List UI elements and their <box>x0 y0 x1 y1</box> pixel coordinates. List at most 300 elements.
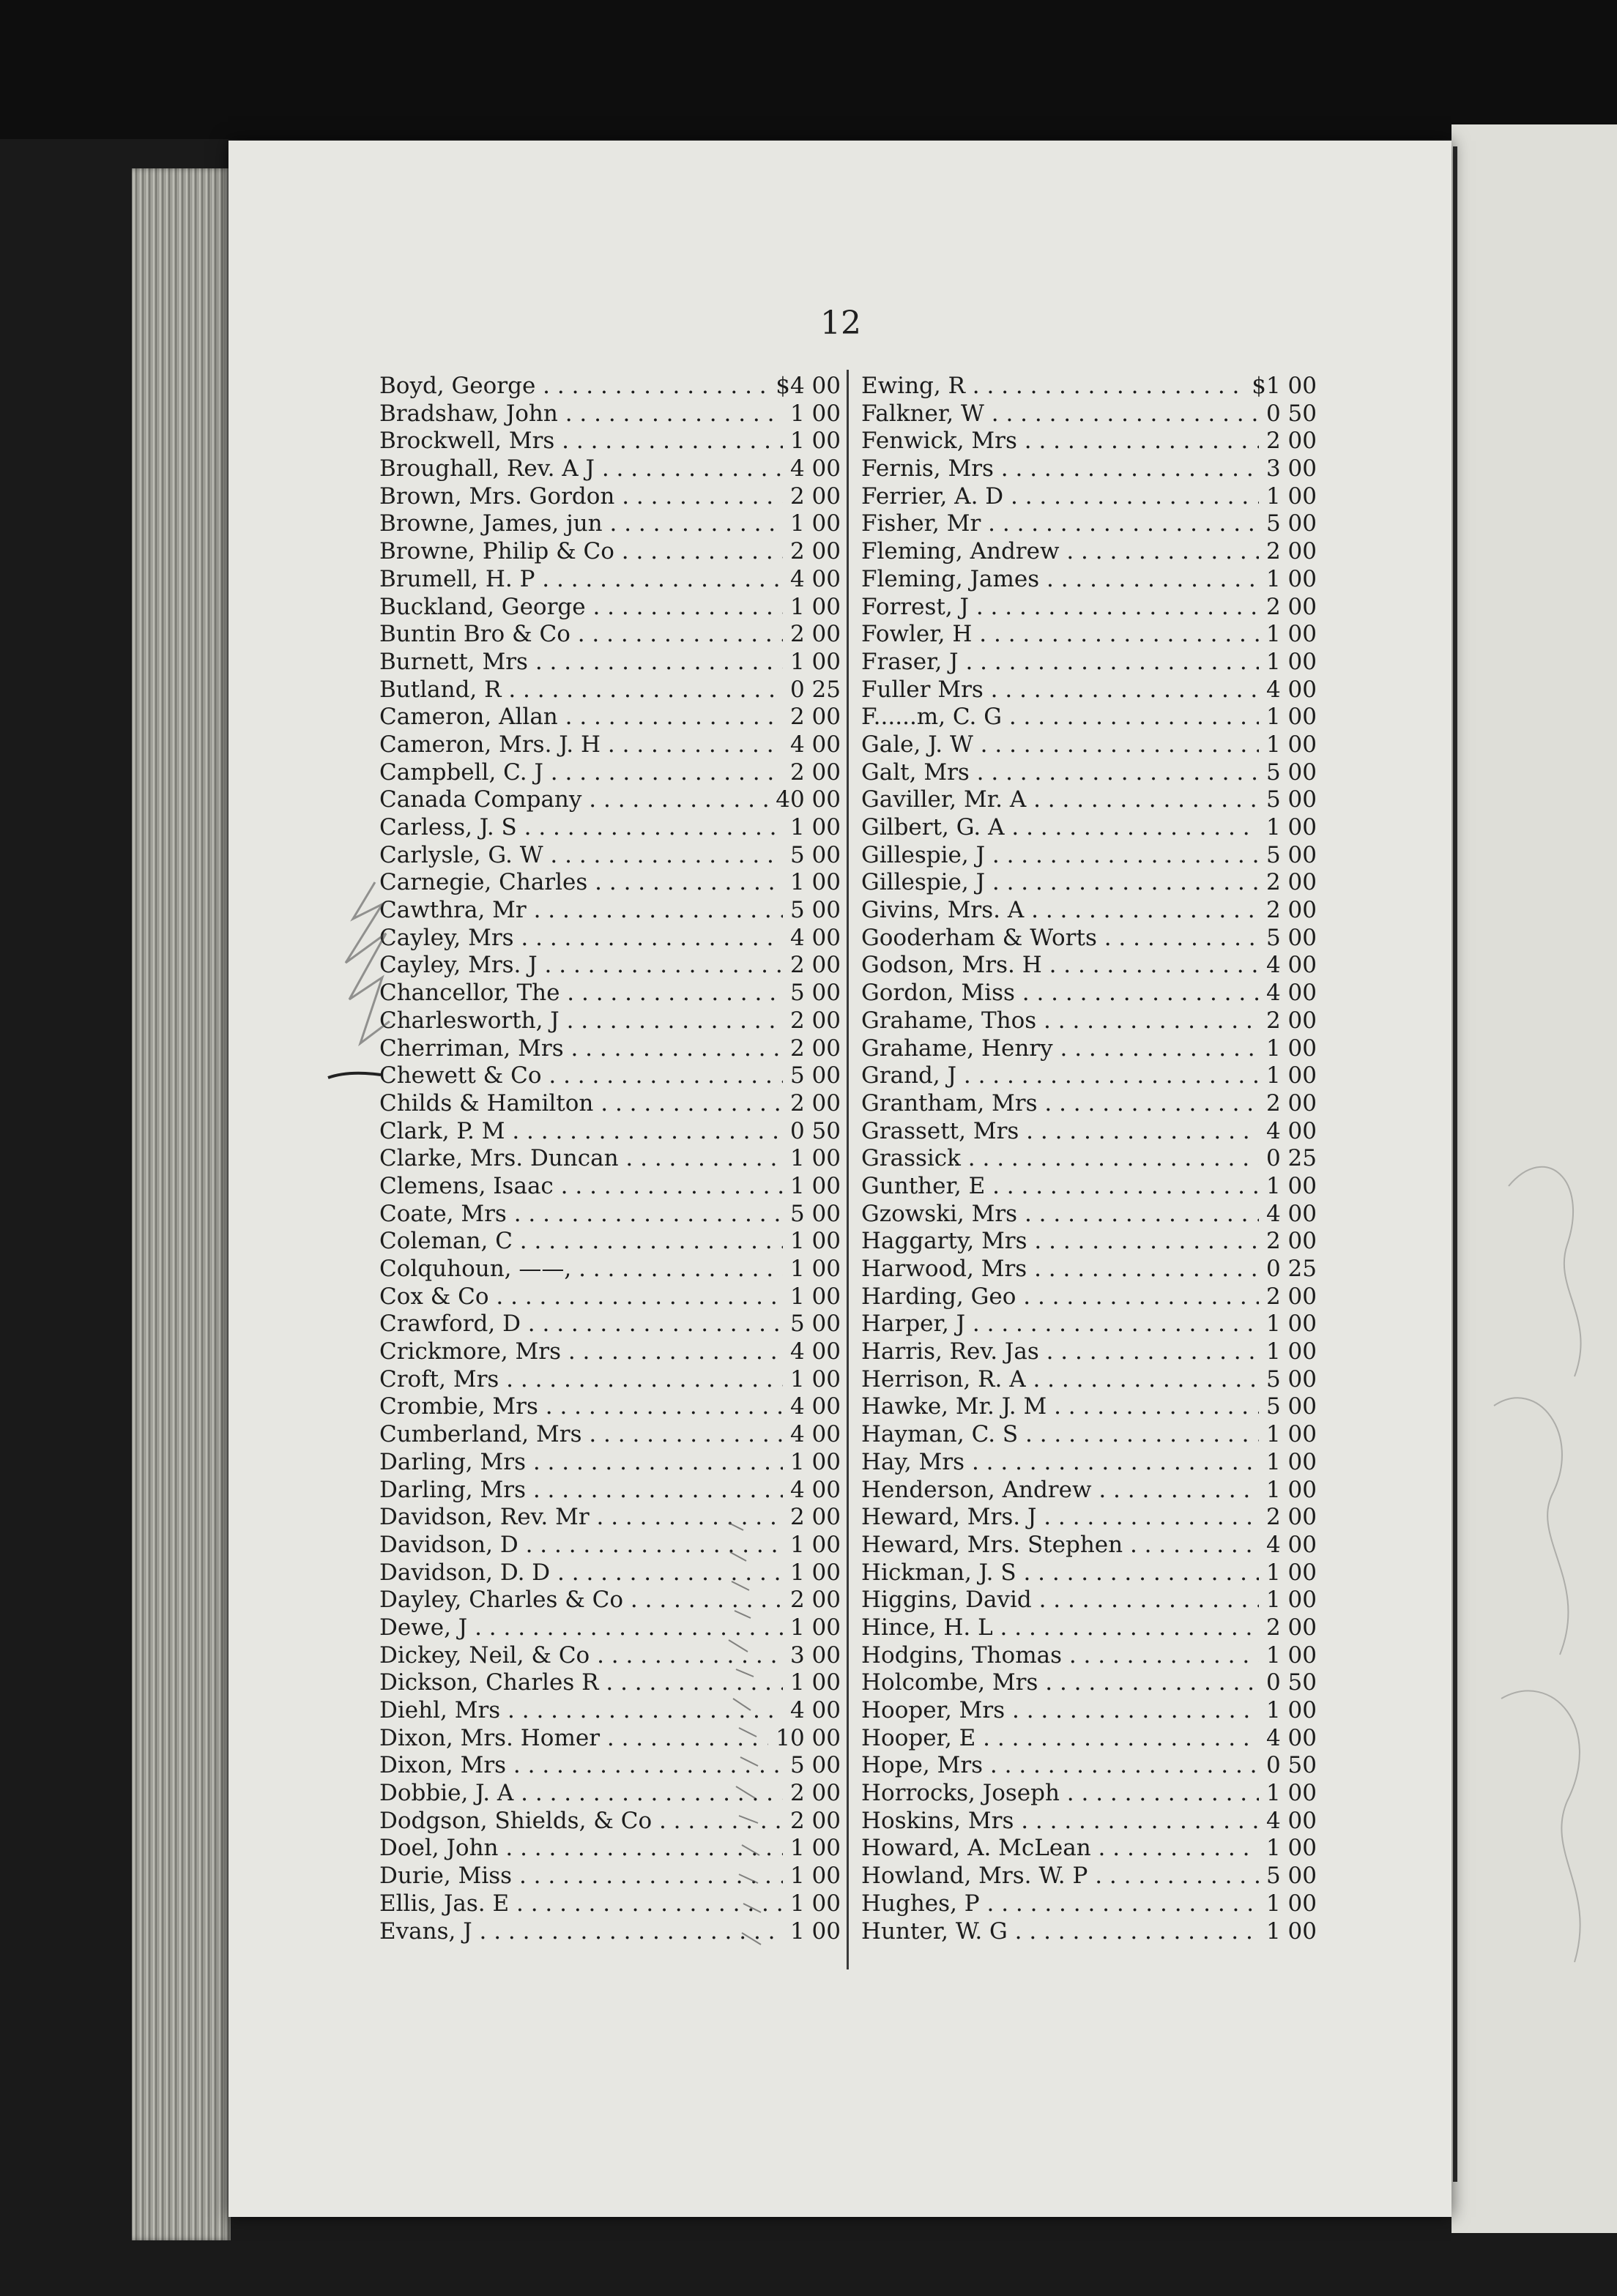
subscriber-row <box>861 1780 1317 1808</box>
subscriber-row <box>379 842 841 870</box>
subscription-amount: 1 00 <box>1265 1917 1317 1945</box>
subscription-amount: 0 25 <box>789 676 841 703</box>
subscription-amount: 2 00 <box>1265 1283 1317 1310</box>
subscriber-row <box>379 869 841 897</box>
subscriber-name: Hayman, C. S . . . <box>861 1421 1259 1449</box>
subscriber-name: Horrocks, Joseph . . . <box>861 1780 1259 1808</box>
subscriber-name: Cherriman, Mrs . . . <box>379 1035 783 1063</box>
subscription-amount: 5 00 <box>1265 841 1317 868</box>
subscriber-name: Howland, Mrs. W. P . . . <box>861 1863 1259 1890</box>
subscriber-name: Hooper, Mrs . . . <box>861 1697 1259 1725</box>
subscriber-name: Hooper, E . . . <box>861 1725 1259 1753</box>
subscription-amount: 1 00 <box>1265 621 1317 648</box>
subscriber-name: Forrest, J . . . <box>861 594 1259 622</box>
subscriber-name: Gooderham & Worts . . . <box>861 925 1259 953</box>
subscriber-row <box>379 538 841 566</box>
subscription-amount: 1 00 <box>1265 482 1317 510</box>
subscriber-name: Grand, J . . . <box>861 1062 1259 1090</box>
pencil-scribble-mark <box>331 875 397 1065</box>
subscriber-name: Grantham, Mrs . . . <box>861 1090 1259 1118</box>
subscriber-name: Gordon, Miss . . . <box>861 980 1259 1007</box>
subscription-amount: 2 00 <box>789 1504 841 1531</box>
subscriber-name: Fisher, Mr . . . <box>861 510 1259 538</box>
subscriber-row <box>861 649 1317 676</box>
subscriber-name: Browne, James, jun . . . <box>379 510 783 538</box>
subscription-amount: 4 00 <box>789 731 841 758</box>
subscription-amount: 1 00 <box>1265 1890 1317 1917</box>
subscription-amount: 5 00 <box>1265 924 1317 951</box>
subscriber-name: Carless, J. S . . . <box>379 814 783 842</box>
subscription-amount: 5 00 <box>789 841 841 868</box>
subscriber-row <box>861 980 1317 1007</box>
subscription-amount: 1 00 <box>789 1863 841 1890</box>
subscriber-row <box>379 814 841 842</box>
subscription-amount: 2 00 <box>789 1089 841 1117</box>
subscription-amount: 2 00 <box>789 482 841 510</box>
subscriber-name: Childs & Hamilton . . . <box>379 1090 783 1118</box>
subscriber-row <box>861 1201 1317 1229</box>
subscriber-row <box>861 455 1317 483</box>
subscriber-row <box>379 1311 841 1338</box>
subscription-amount: 2 00 <box>1265 428 1317 455</box>
subscriber-name: Grahame, Thos . . . <box>861 1007 1259 1035</box>
subscriber-row <box>861 842 1317 870</box>
subscriber-row <box>379 1256 841 1283</box>
subscriber-name: Heward, Mrs. Stephen . . . <box>861 1532 1259 1559</box>
subscription-amount: 0 50 <box>1265 1669 1317 1696</box>
subscriber-row <box>379 621 841 649</box>
subscriber-row <box>379 1201 841 1229</box>
subscriber-name: Davidson, D . . . <box>379 1532 783 1559</box>
subscription-amount: 4 00 <box>1265 1200 1317 1227</box>
subscription-amount: 1 00 <box>789 1835 841 1862</box>
subscription-amount: 1 00 <box>789 1448 841 1475</box>
subscriber-name: Hoskins, Mrs . . . <box>861 1808 1259 1835</box>
subscriber-list-right <box>861 373 1317 1945</box>
subscriber-row <box>861 1863 1317 1890</box>
subscriber-name: Henderson, Andrew . . . <box>861 1477 1259 1505</box>
subscriber-name: Doel, John . . . <box>379 1835 783 1863</box>
subscriber-row <box>861 731 1317 759</box>
subscription-amount: 5 00 <box>789 980 841 1007</box>
subscriber-row <box>861 1725 1317 1753</box>
subscriber-row <box>861 1173 1317 1201</box>
subscription-amount: 0 50 <box>1265 1752 1317 1779</box>
subscriber-name: Grahame, Henry . . . <box>861 1035 1259 1063</box>
subscription-amount: 4 00 <box>789 455 841 482</box>
subscriber-name: Darling, Mrs . . . <box>379 1477 783 1505</box>
subscriber-row <box>861 952 1317 980</box>
subscriber-name: Gale, J. W . . . <box>861 731 1259 759</box>
subscriber-name: Heward, Mrs. J . . . <box>861 1504 1259 1532</box>
subscriber-name: Howard, A. McLean . . . <box>861 1835 1259 1863</box>
subscription-amount: 1 00 <box>789 1890 841 1917</box>
subscriber-name: Brumell, H. P . . . <box>379 566 783 594</box>
subscription-amount: 5 00 <box>789 1200 841 1227</box>
subscriber-row <box>861 786 1317 814</box>
subscriber-name: Hunter, W. G . . . <box>861 1918 1259 1946</box>
subscriber-row <box>379 1090 841 1118</box>
subscription-amount: 1 00 <box>1265 1035 1317 1062</box>
subscription-amount: 2 00 <box>789 621 841 648</box>
subscription-amount: 1 00 <box>789 648 841 675</box>
subscription-amount: 1 00 <box>789 1172 841 1199</box>
subscriber-row <box>861 1642 1317 1670</box>
subscriber-name: Crombie, Mrs . . . <box>379 1393 783 1421</box>
subscriber-name: Crawford, D . . . <box>379 1311 783 1338</box>
subscription-amount: 1 00 <box>1265 731 1317 758</box>
subscription-amount: 4 00 <box>1265 676 1317 703</box>
subscriber-row <box>379 1007 841 1035</box>
subscriber-name: Chewett & Co . . . <box>379 1062 783 1090</box>
subscriber-row <box>861 1007 1317 1035</box>
column-divider <box>847 370 849 1969</box>
subscription-amount: 4 00 <box>1265 1117 1317 1144</box>
subscriber-row <box>861 676 1317 704</box>
subscription-amount: 2 00 <box>789 704 841 731</box>
subscriber-name: Cayley, Mrs . . . <box>379 925 783 953</box>
subscriber-row <box>861 566 1317 594</box>
subscriber-name: Davidson, Rev. Mr . . . <box>379 1504 783 1532</box>
subscription-amount: 5 00 <box>1265 1393 1317 1420</box>
subscription-amount: 4 00 <box>789 565 841 592</box>
subscriber-name: Haggarty, Mrs . . . <box>861 1228 1259 1256</box>
subscription-amount: 2 00 <box>789 952 841 979</box>
subscription-amount: 2 00 <box>1265 1007 1317 1034</box>
book-page-edges <box>132 168 231 2240</box>
pencil-dash-mark <box>327 1070 382 1081</box>
subscriber-name: Coleman, C . . . <box>379 1228 783 1256</box>
subscriber-name: Ferrier, A. D . . . <box>861 483 1259 511</box>
subscriber-row <box>861 1890 1317 1918</box>
subscriber-name: Gzowski, Mrs . . . <box>861 1201 1259 1229</box>
subscription-amount: 1 00 <box>789 1283 841 1310</box>
subscription-amount: 1 00 <box>1265 565 1317 592</box>
subscriber-row <box>861 1283 1317 1311</box>
subscriber-name: Fuller Mrs . . . <box>861 676 1259 704</box>
subscriber-row <box>861 373 1317 400</box>
subscriber-row <box>379 510 841 538</box>
subscriber-row <box>861 897 1317 925</box>
subscriber-row <box>861 1449 1317 1477</box>
subscriber-name: Hawke, Mr. J. M . . . <box>861 1393 1259 1421</box>
subscriber-row <box>379 483 841 511</box>
subscription-amount: 1 00 <box>789 1614 841 1641</box>
subscriber-name: Ewing, R . . . <box>861 373 1244 400</box>
subscription-amount: 1 00 <box>789 1559 841 1586</box>
subscription-amount: 1 00 <box>1265 1476 1317 1503</box>
subscriber-row <box>861 1532 1317 1559</box>
subscriber-row <box>861 1090 1317 1118</box>
subscriber-name: Cox & Co . . . <box>379 1283 783 1311</box>
subscription-amount: 1 00 <box>789 1145 841 1172</box>
subscription-amount: 1 00 <box>1265 1780 1317 1807</box>
subscriber-name: Croft, Mrs . . . <box>379 1366 783 1394</box>
subscriber-row <box>861 1697 1317 1725</box>
subscriber-row <box>861 538 1317 566</box>
subscriber-name: Herrison, R. A . . . <box>861 1366 1259 1394</box>
subscriber-name: Clarke, Mrs. Duncan . . . <box>379 1145 783 1173</box>
subscriber-row <box>861 1256 1317 1283</box>
subscriber-row <box>379 1283 841 1311</box>
subscription-amount: 2 00 <box>789 1035 841 1062</box>
subscriber-name: Dickson, Charles R . . . <box>379 1669 783 1697</box>
subscriber-name: Dixon, Mrs. Homer . . . <box>379 1725 768 1753</box>
subscription-amount: 4 00 <box>1265 980 1317 1007</box>
subscription-amount: 4 00 <box>789 1338 841 1365</box>
subscription-amount: 1 00 <box>789 869 841 896</box>
subscriber-name: Gilbert, G. A . . . <box>861 814 1259 842</box>
subscriber-row <box>379 1449 841 1477</box>
subscription-amount: 1 00 <box>1265 1587 1317 1614</box>
subscriber-name: Crickmore, Mrs . . . <box>379 1338 783 1366</box>
subscriber-row <box>379 704 841 731</box>
subscriber-name: Grassick . . . <box>861 1145 1259 1173</box>
subscriber-name: Charlesworth, J . . . <box>379 1007 783 1035</box>
subscriber-name: Fleming, James . . . <box>861 566 1259 594</box>
subscription-amount: 2 00 <box>789 1780 841 1807</box>
subscription-amount: 5 00 <box>1265 510 1317 537</box>
subscriber-name: Ellis, Jas. E . . . <box>379 1890 783 1918</box>
subscriber-row <box>379 676 841 704</box>
subscriber-row <box>861 428 1317 455</box>
subscriber-row <box>379 1338 841 1366</box>
subscription-amount: 1 00 <box>1265 1697 1317 1723</box>
subscriber-name: Hay, Mrs . . . <box>861 1449 1259 1477</box>
subscriber-row <box>379 1421 841 1449</box>
subscriber-name: Buckland, George . . . <box>379 594 783 622</box>
subscription-amount: $1 00 <box>1252 373 1317 399</box>
subscription-amount: 1 00 <box>789 510 841 537</box>
subscriber-row <box>861 1118 1317 1146</box>
subscription-amount: 2 00 <box>789 1807 841 1834</box>
subscription-amount: 5 00 <box>1265 1365 1317 1393</box>
subscription-amount: 2 00 <box>1265 593 1317 620</box>
subscriber-name: Coate, Mrs . . . <box>379 1201 783 1229</box>
subscription-amount: 5 00 <box>789 1752 841 1779</box>
subscription-amount: 1 00 <box>1265 1062 1317 1089</box>
subscription-amount: 5 00 <box>1265 786 1317 813</box>
subscriber-name: Galt, Mrs . . . <box>861 759 1259 787</box>
subscriber-name: Buntin Bro & Co . . . <box>379 621 783 649</box>
subscription-amount: 1 00 <box>789 1256 841 1282</box>
subscriber-name: F......m, C. G . . . <box>861 704 1259 731</box>
subscriber-name: Gillespie, J . . . <box>861 842 1259 870</box>
subscriber-name: Harding, Geo . . . <box>861 1283 1259 1311</box>
subscriber-name: Darling, Mrs . . . <box>379 1449 783 1477</box>
subscription-amount: 2 00 <box>1265 897 1317 924</box>
subscriber-name: Durie, Miss . . . <box>379 1863 783 1890</box>
subscriber-name: Chancellor, The . . . <box>379 980 783 1007</box>
subscriber-row <box>379 1035 841 1063</box>
subscriber-name: Brown, Mrs. Gordon . . . <box>379 483 783 511</box>
subscriber-row <box>861 594 1317 622</box>
subscriber-row <box>861 814 1317 842</box>
subscriber-row <box>861 1421 1317 1449</box>
subscriber-name: Dayley, Charles & Co . . . <box>379 1587 783 1614</box>
subscriber-name: Carlysle, G. W . . . <box>379 842 783 870</box>
subscription-amount: 1 00 <box>789 1917 841 1945</box>
subscription-amount: 1 00 <box>789 1365 841 1393</box>
subscription-amount: 2 00 <box>1265 1504 1317 1531</box>
subscriber-row <box>861 1614 1317 1642</box>
subscriber-name: Harris, Rev. Jas . . . <box>861 1338 1259 1366</box>
subscription-amount: 1 00 <box>1265 1172 1317 1199</box>
subscriber-name: Cawthra, Mr . . . <box>379 897 783 925</box>
subscriber-name: Cameron, Allan . . . <box>379 704 783 731</box>
subscriber-name: Carnegie, Charles . . . <box>379 869 783 897</box>
subscriber-name: Fowler, H . . . <box>861 621 1259 649</box>
subscriber-row <box>379 925 841 953</box>
subscription-amount: 5 00 <box>1265 1863 1317 1890</box>
subscriber-row <box>379 759 841 787</box>
subscriber-name: Grassett, Mrs . . . <box>861 1118 1259 1146</box>
subscription-amount: 1 00 <box>1265 1421 1317 1448</box>
subscription-amount: 0 50 <box>789 1117 841 1144</box>
subscriber-row <box>379 1228 841 1256</box>
subscription-amount: 2 00 <box>1265 1228 1317 1255</box>
subscription-amount: 2 00 <box>789 538 841 565</box>
subscriber-row <box>861 925 1317 953</box>
subscription-amount: 2 00 <box>789 1007 841 1034</box>
subscriber-name: Diehl, Mrs . . . <box>379 1697 783 1725</box>
subscriber-name: Clemens, Isaac . . . <box>379 1173 783 1201</box>
subscriber-name: Burnett, Mrs . . . <box>379 649 783 676</box>
subscriber-row <box>861 1559 1317 1587</box>
subscriber-row <box>379 400 841 428</box>
subscriber-name: Butland, R . . . <box>379 676 783 704</box>
subscriber-name: Broughall, Rev. A J . . . <box>379 455 783 483</box>
subscriber-name: Harper, J . . . <box>861 1311 1259 1338</box>
subscription-amount: 4 00 <box>789 924 841 951</box>
subscription-amount: 2 00 <box>789 758 841 786</box>
subscriber-row <box>861 869 1317 897</box>
subscriber-name: Hickman, J. S . . . <box>861 1559 1259 1587</box>
subscription-amount: 1 00 <box>1265 1559 1317 1586</box>
subscriber-name: Cameron, Mrs. J. H . . . <box>379 731 783 759</box>
subscriber-row <box>861 400 1317 428</box>
subscriber-row <box>861 510 1317 538</box>
subscriber-row <box>861 1393 1317 1421</box>
subscriber-row <box>379 1145 841 1173</box>
subscriber-row <box>861 483 1317 511</box>
subscriber-name: Evans, J . . . <box>379 1918 783 1946</box>
subscription-amount: 0 25 <box>1265 1145 1317 1172</box>
subscriber-row <box>379 594 841 622</box>
subscriber-name: Hodgins, Thomas . . . <box>861 1642 1259 1670</box>
subscription-amount: 3 00 <box>1265 455 1317 482</box>
subscriber-row <box>861 759 1317 787</box>
subscriber-name: Dodgson, Shields, & Co . . . <box>379 1808 783 1835</box>
subscriber-row <box>861 1338 1317 1366</box>
subscriber-name: Brockwell, Mrs . . . <box>379 428 783 455</box>
subscription-amount: 2 00 <box>1265 538 1317 565</box>
subscriber-name: Dewe, J . . . <box>379 1614 783 1642</box>
subscription-amount: 3 00 <box>789 1641 841 1669</box>
subscription-amount: 2 00 <box>1265 869 1317 896</box>
subscriber-row <box>861 1587 1317 1614</box>
subscription-amount: 1 00 <box>1265 1641 1317 1669</box>
subscriber-row <box>861 704 1317 731</box>
subscription-amount: 1 00 <box>1265 1311 1317 1338</box>
subscriber-name: Dixon, Mrs . . . <box>379 1752 783 1780</box>
subscriber-name: Colquhoun, ——, . . . <box>379 1256 783 1283</box>
subscriber-name: Davidson, D. D . . . <box>379 1559 783 1587</box>
subscription-amount: 1 00 <box>1265 1835 1317 1862</box>
subscription-amount: 2 00 <box>1265 1089 1317 1117</box>
subscriber-row <box>379 1477 841 1505</box>
subscription-amount: 4 00 <box>1265 1724 1317 1751</box>
subscriber-name: Givins, Mrs. A . . . <box>861 897 1259 925</box>
subscriber-name: Godson, Mrs. H . . . <box>861 952 1259 980</box>
facing-page-rule <box>1453 146 1457 2182</box>
subscriber-row <box>861 1504 1317 1532</box>
subscription-amount: 4 00 <box>789 1393 841 1420</box>
subscription-amount: 4 00 <box>1265 952 1317 979</box>
subscription-amount: 4 00 <box>789 1697 841 1723</box>
page-number: 12 <box>820 305 861 342</box>
pencil-sketch-drawing <box>1479 1098 1617 2021</box>
subscriber-row <box>379 1118 841 1146</box>
subscriber-name: Fleming, Andrew . . . <box>861 538 1259 566</box>
subscriber-name: Higgins, David . . . <box>861 1587 1259 1614</box>
subscriber-name: Boyd, George . . . <box>379 373 768 400</box>
subscription-amount: 1 00 <box>789 1669 841 1696</box>
subscriber-row <box>379 731 841 759</box>
subscription-amount: 2 00 <box>789 1587 841 1614</box>
subscription-amount: 0 50 <box>1265 400 1317 427</box>
subscriber-row <box>861 1835 1317 1863</box>
subscription-amount: 1 00 <box>1265 814 1317 840</box>
subscriber-name: Holcombe, Mrs . . . <box>861 1669 1259 1697</box>
subscription-amount: 1 00 <box>789 400 841 427</box>
subscription-amount: 1 00 <box>1265 1338 1317 1365</box>
subscriber-row <box>379 566 841 594</box>
subscription-amount: 1 00 <box>1265 1448 1317 1475</box>
subscription-amount: 1 00 <box>1265 704 1317 731</box>
subscriber-name: Fraser, J . . . <box>861 649 1259 676</box>
subscriber-row <box>379 1366 841 1394</box>
subscriber-row <box>379 897 841 925</box>
subscription-amount: 1 00 <box>789 1531 841 1558</box>
subscription-amount: 1 00 <box>789 1228 841 1255</box>
subscriber-row <box>861 1669 1317 1697</box>
subscription-amount: 4 00 <box>789 1421 841 1448</box>
subscriber-row <box>379 428 841 455</box>
scan-background <box>0 0 1617 139</box>
subscriber-name: Clark, P. M . . . <box>379 1118 783 1146</box>
subscriber-name: Cayley, Mrs. J . . . <box>379 952 783 980</box>
subscriber-name: Browne, Philip & Co . . . <box>379 538 783 566</box>
subscriber-name: Hince, H. L . . . <box>861 1614 1259 1642</box>
subscriber-row <box>379 786 841 814</box>
subscription-amount: 1 00 <box>789 428 841 455</box>
subscription-amount: $4 00 <box>776 373 841 399</box>
subscription-amount: 5 00 <box>1265 758 1317 786</box>
subscriber-row <box>379 1173 841 1201</box>
subscriber-row <box>861 1228 1317 1256</box>
subscription-amount: 4 00 <box>789 1476 841 1503</box>
subscriber-row <box>861 1808 1317 1835</box>
subscriber-row <box>861 1035 1317 1063</box>
subscriber-name: Canada Company . . . <box>379 786 768 814</box>
subscriber-row <box>861 1145 1317 1173</box>
subscription-amount: 5 00 <box>789 1311 841 1338</box>
subscription-amount: 10 00 <box>776 1724 841 1751</box>
subscriber-row <box>379 980 841 1007</box>
subscriber-name: Gaviller, Mr. A . . . <box>861 786 1259 814</box>
subscriber-name: Falkner, W . . . <box>861 400 1259 428</box>
